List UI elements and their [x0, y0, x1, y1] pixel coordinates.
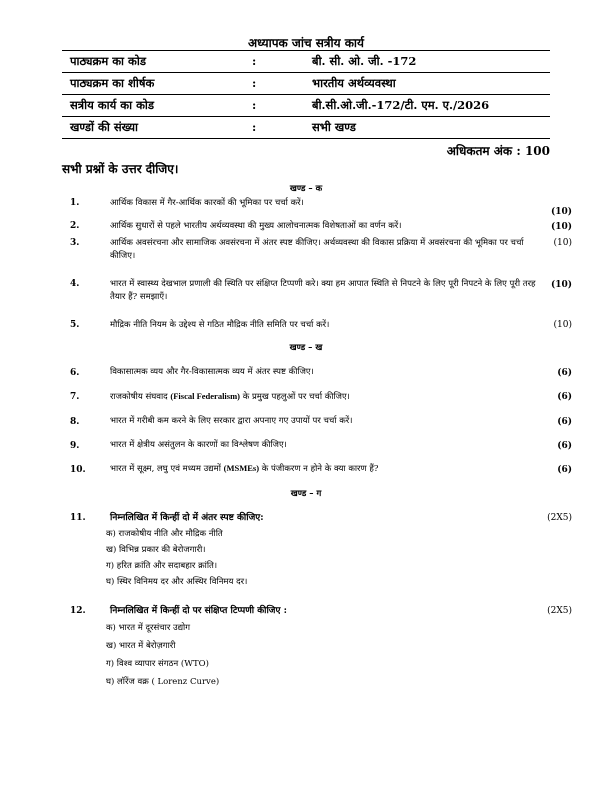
divider — [62, 94, 550, 95]
question-text: विकासात्मक व्यय और गैर-विकासात्मक व्यय में अंतर स्पष्ट कीजिए। — [110, 367, 314, 377]
question-text: निम्नलिखित में किन्हीं दो पर संक्षिप्त टिप्पणी कीजिए : — [110, 606, 287, 616]
question-number: 2. — [70, 221, 80, 231]
document-title: अध्यापक जांच सत्रीय कार्य — [247, 36, 365, 50]
question-text-part: के पंजीकरण न होने के क्या कारण हैं? — [259, 464, 379, 474]
colon: : — [252, 120, 257, 134]
question-marks: (10) — [550, 222, 572, 232]
option-item: ग) हरित क्रांति और सदाबहार क्रांति। — [106, 561, 218, 571]
question-text-part: भारत में सूक्ष्म, लघु एवं मध्यम उद्यमों — [110, 464, 224, 474]
question-marks: (2X5) — [547, 606, 572, 616]
instruction: सभी प्रश्नों के उत्तर दीजिए। — [62, 162, 179, 176]
question-number: 8. — [70, 417, 80, 427]
question-marks: (2X5) — [547, 513, 572, 523]
question-marks: (6) — [557, 368, 572, 378]
question-marks: (6) — [557, 392, 572, 402]
course-title-row — [62, 74, 550, 94]
assignment-code-row — [62, 96, 550, 116]
question-text: भारत में गरीबी कम करने के लिए सरकार द्वारा अपनाए गए उपायों पर चर्चा करें। — [110, 416, 353, 426]
blocks-label: खण्डों की संख्या — [70, 120, 138, 134]
option-item: घ) लॉरेंज वक्र ( Lorenz Curve) — [106, 677, 220, 687]
question-marks: (10) — [550, 280, 572, 290]
question-number: 7. — [70, 392, 80, 402]
question-text-part: के प्रमुख पहलुओं पर चर्चा कीजिए। — [240, 392, 350, 402]
option-item: ग) विश्व व्यापार संगठन (WTO) — [106, 659, 209, 669]
divider — [62, 116, 550, 117]
question-number: 1. — [70, 198, 80, 208]
section-c-heading: खण्ड – ग — [290, 489, 322, 499]
option-item: ख) भारत में बेरोज़गारी — [106, 641, 176, 651]
question-number: 12. — [70, 606, 86, 616]
divider — [62, 50, 550, 51]
question-number: 6. — [70, 368, 80, 378]
divider — [62, 72, 550, 73]
course-title-value: भारतीय अर्थव्यवस्था — [312, 76, 396, 90]
question-marks: (10) — [550, 207, 572, 217]
option-item: क) राजकोषीय नीति और मौद्रिक नीति — [106, 529, 223, 539]
question-text — [110, 390, 540, 404]
course-code-value: बी. सी. ओ. जी. -172 — [312, 54, 417, 68]
question-text — [110, 462, 540, 476]
question-number: 10. — [70, 465, 86, 475]
question-number: 4. — [70, 279, 80, 289]
question-text: आर्थिक सुधारों से पहले भारतीय अर्थव्यवस्था की मुख्य आलोचनात्मक विशेषताओं का वर्णन करें। — [110, 221, 402, 231]
section-a-heading: खण्ड – क — [289, 184, 323, 194]
course-code-row — [62, 52, 550, 72]
option-item: ख) विभिन्न प्रकार की बेरोजगारी। — [106, 545, 206, 555]
question-text: मौद्रिक नीति नियम के उद्देश्य से गठित मौद्रिक नीति समिति पर चर्चा करें। — [110, 320, 330, 330]
question-number: 3. — [70, 238, 80, 248]
course-code-label: पाठ्यक्रम का कोड — [70, 54, 146, 68]
option-item: क) भारत में दूरसंचार उद्योग — [106, 623, 191, 633]
question-text: निम्नलिखित में किन्हीं दो में अंतर स्पष्ट कीजिए: — [110, 513, 264, 523]
question-number: 9. — [70, 441, 80, 451]
question-marks: (6) — [557, 465, 572, 475]
course-title-label: पाठ्यक्रम का शीर्षक — [70, 76, 155, 90]
colon: : — [252, 76, 257, 90]
max-marks: अधिकतम अंक : 100 — [446, 144, 550, 158]
assignment-code-value: बी.सी.ओ.जी.-172/टी. एम. ए./2026 — [312, 98, 490, 112]
question-text-term: (Fiscal Federalism) — [170, 391, 241, 401]
option-item: घ) स्थिर विनिमय दर और अस्थिर विनिमय दर। — [106, 577, 248, 587]
question-text-term: (MSMEs) — [223, 463, 260, 473]
question-marks: (10) — [553, 320, 572, 330]
section-b-heading: खण्ड – ख — [289, 343, 323, 353]
question-number: 5. — [70, 320, 80, 330]
divider — [62, 138, 550, 139]
question-text: भारत में स्वास्थ्य देखभाल प्रणाली की स्थिति पर संक्षिप्त टिप्पणी करे। क्या हम आपात स्थिति से निपटने के लिए पूरी निपटने के लिए पूरी तरह तैयार हैं? समझाएँ। — [110, 279, 536, 302]
question-number: 11. — [70, 513, 86, 523]
question-text: आर्थिक अवसंरचना और सामाजिक अवसंरचना में अंतर स्पष्ट कीजिए। अर्थव्यवस्था की विकास प्रक्रिया में अवसंरचना की भूमिका पर चर्चा कीजिए। — [110, 238, 524, 261]
question-text-part: राजकोषीय संघवाद — [110, 392, 171, 402]
question-marks: (6) — [557, 417, 572, 427]
blocks-value: सभी खण्ड — [312, 120, 356, 134]
question-marks: (10) — [553, 238, 572, 248]
colon: : — [252, 54, 257, 68]
colon: : — [252, 98, 257, 112]
question-marks: (6) — [557, 441, 572, 451]
question-text: आर्थिक विकास में गैर-आर्थिक कारकों की भूमिका पर चर्चा करें। — [110, 198, 304, 208]
question-text: भारत में क्षेत्रीय असंतुलन के कारणों का विश्लेषण कीजिए। — [110, 440, 287, 450]
assignment-code-label: सत्रीय कार्य का कोड — [70, 98, 155, 112]
blocks-row — [62, 118, 550, 138]
